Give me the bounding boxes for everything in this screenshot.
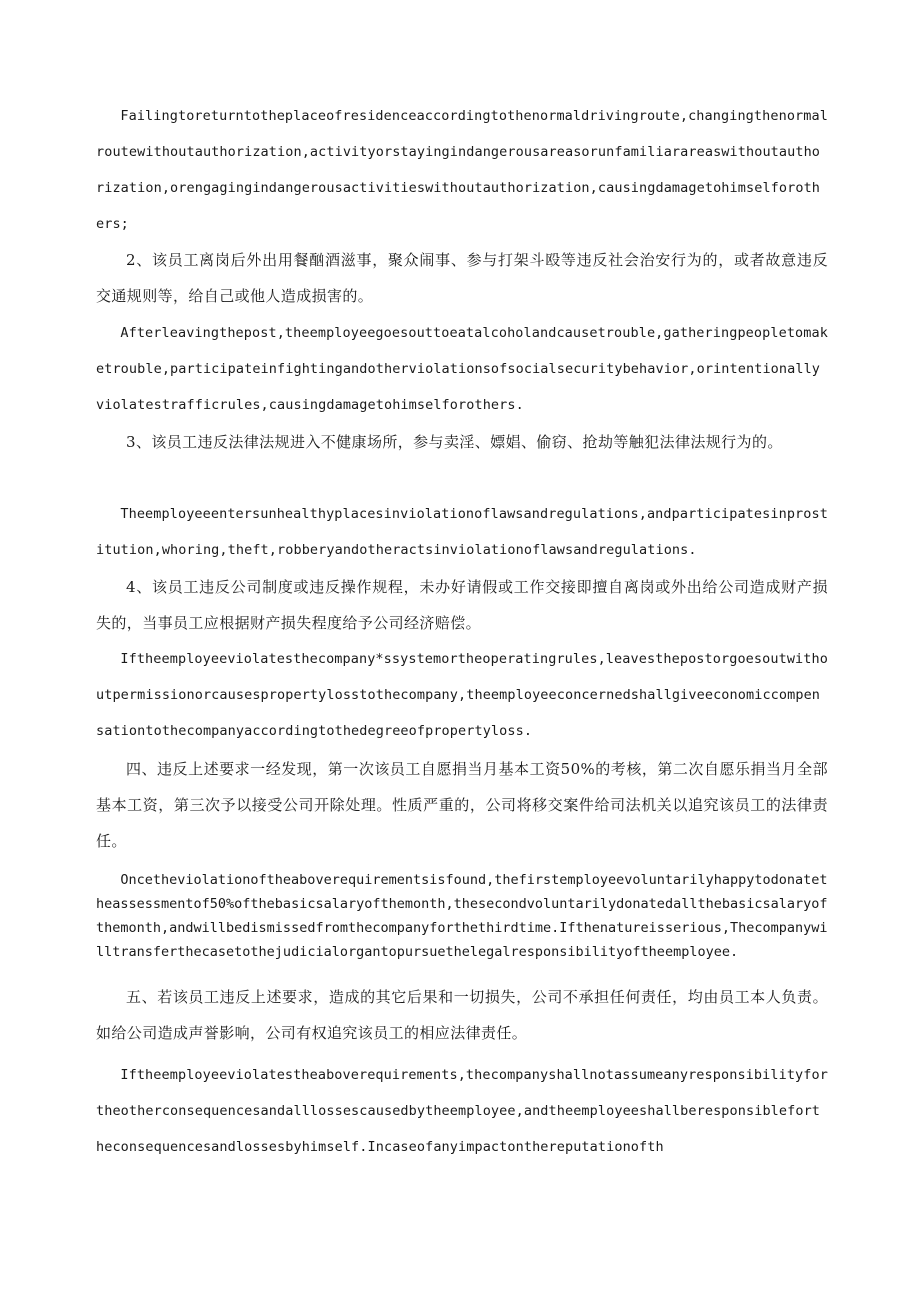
paragraph-en-section-4: Oncetheviolationoftheaboverequirementsisfound,thefirstemployeevoluntarilyhappytodonatetheassessmentof50%ofthebasicsalaryofthemonth,thesecondvoluntarilydonatedallthebasicsalaryofthemonth,andwillbedismissedfromthecompanyforthethirdtime.Ifthenatureisserious,Thecompanywilltransferthecasetothejudicialorgantopursuethelegalresponsibilityoftheemployee. xyxy=(96,872,828,960)
paragraph-zh-section-5: 五、若该员工违反上述要求，造成的其它后果和一切损失，公司不承担任何责任，均由员工本人负责。如给公司造成声誉影响，公司有权追究该员工的相应法律责任。 xyxy=(96,988,828,1042)
paragraph-en-item-3: Theemployeeentersunhealthyplacesinviolationoflawsandregulations,andparticipatesinprostitution,whoring,theft,robberyandotheractsinviolationoflawsandregulations. xyxy=(96,506,828,558)
paragraph-zh-item-3: 3、该员工违反法律法规进入不健康场所，参与卖淫、嫖娼、偷窃、抢劫等触犯法律法规行为的。 xyxy=(126,433,783,451)
paragraph-en-item-2: Afterleavingthepost,theemployeegoesouttoeatalcoholandcausetrouble,gatheringpeopletomaketrouble,participateinfightingandotherviolationsofsocialsecuritybehavior,orintentionallyviolatestrafficrules,causingdamagetohimselforothers. xyxy=(96,325,828,413)
paragraph-zh-section-4: 四、违反上述要求一经发现，第一次该员工自愿捐当月基本工资50%的考核，第二次自愿乐捐当月全部基本工资，第三次予以接受公司开除处理。性质严重的，公司将移交案件给司法机关以追究该员工的法律责任。 xyxy=(96,760,828,850)
paragraph-zh-item-4: 4、该员工违反公司制度或违反操作规程，未办好请假或工作交接即擅自离岗或外出给公司造成财产损失的，当事员工应根据财产损失程度给予公司经济赔偿。 xyxy=(96,578,828,632)
paragraph-en-route: Failingtoreturntotheplaceofresidenceaccordingtothenormaldrivingroute,changingthenormalroutewithoutauthorization,activityorstayingindangerousareasorunfamiliarareaswithoutauthorization,orengagingindangerousactivitieswithoutauthorization,causingdamagetohimselforothers; xyxy=(96,108,828,232)
paragraph-en-item-4: Iftheemployeeviolatesthecompany*ssystemortheoperatingrules,leavesthepostorgoesoutwithoutpermissionorcausespropertylosstothecompany,theemployeeconcernedshallgiveeconomiccompensationtothecompanyaccordingtothedegreeofpropertyloss. xyxy=(96,651,828,739)
paragraph-en-section-5: Iftheemployeeviolatestheaboverequirements,thecompanyshallnotassumeanyresponsibilityfortheotherconsequencesandalllossescausedbytheemployee,andtheemployeeshallberesponsiblefortheconsequencesandlossesbyhimself.Incaseofanyimpactonthereputationofth xyxy=(96,1067,828,1155)
paragraph-zh-item-2: 2、该员工离岗后外出用餐酗酒滋事，聚众闹事、参与打架斗殴等违反社会治安行为的，或者故意违反交通规则等，给自己或他人造成损害的。 xyxy=(96,251,828,305)
